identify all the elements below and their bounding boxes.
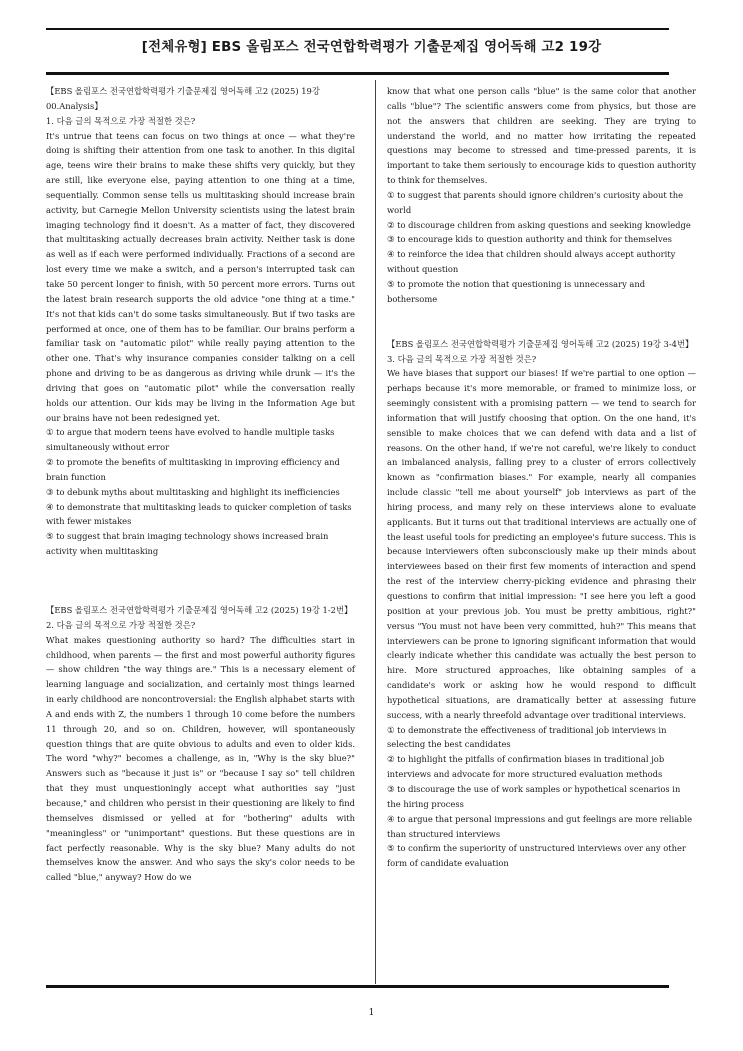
right-column [387, 84, 696, 871]
item-2-choice-1: ① to suggest that parents should ignore children's curiosity about the world [387, 189, 684, 215]
item-1-choice-3: ③ to debunk myths about multitasking and highlight its inefficiencies [46, 486, 340, 497]
item-3-choice-4: ④ to argue that personal impressions and gut feelings are more reliable than structured interviews [387, 813, 693, 839]
item-1-question: 1. 다음 글의 목적으로 가장 적절한 것은? [46, 115, 196, 126]
item-2-question: 2. 다음 글의 목적으로 가장 적절한 것은? [46, 619, 196, 630]
item-1-choice-2: ② to promote the benefits of multitasking in improving efficiency and brain function [46, 457, 340, 482]
item-1-header: 【EBS 올림포스 전국연합학력평가 기출문제집 영어독해 고2 (2025) 19강 00.Analysis】 [46, 86, 320, 111]
item-3-choice-2: ② to highlight the pitfalls of confirmation biases in traditional job interviews and advocate for more structured evaluation methods [387, 754, 665, 780]
item-2-passage-part-2: know that what one person calls "blue" is the same color that another calls "blue"? The scientific answers come from physics, but those are not the answers that children are seeking. They are trying to understand the world, and no matter how irritating the repeated questions may become to stressed and time-pressed parents, it is important to take them seriously to encourage kids to question authority to think for themselves. [387, 86, 696, 186]
item-3-choice-5: ⑤ to confirm the superiority of unstructured interviews over any other form of candidate evaluation [387, 843, 686, 869]
item-3-choice-3: ③ to discourage the use of work samples or hypothetical scenarios in the hiring process [387, 783, 681, 809]
item-3-choice-1: ① to demonstrate the effectiveness of traditional job interviews in selecting the best candidates [387, 724, 667, 750]
footer-rule [46, 985, 669, 988]
item-2-choice-2: ② to discourage children from asking questions and seeking knowledge [387, 219, 691, 230]
item-1-choice-5: ⑤ to suggest that brain imaging technology shows increased brain activity when multitasking [46, 531, 329, 557]
item-1-choice-4: ④ to demonstrate that multitasking leads to quicker completion of tasks with fewer mistakes [46, 501, 352, 527]
left-column [46, 84, 355, 885]
item-2-choice-3: ③ to encourage kids to question authority and think for themselves [387, 234, 672, 245]
item-3-passage: We have biases that support our biases! If we're partial to one option — perhaps because it's more memorable, or framed to minimize loss, or seemingly consistent with a promising pattern — we tend to search for information that will justify choosing that option. On the one hand, it's sensible to make choices that we can defend with data and a list of reasons. On the other hand, if we're not careful, we're likely to conduct an imbalanced analysis, falling prey to a cluster of errors collectively known as "confirmation biases." For example, nearly all companies include classic "tell me about yourself" job interviews as part of the hiring process, and many rely on these interviews alone to evaluate applicants. But it turns out that traditional interviews are actually one of the least useful tools for predicting an employee's future success. This is because interviewers often subconsciously make up their minds about interviewees based on their first few moments of interaction and spend the rest of the interview cherry-picking evidence and phrasing their questions to confirm that initial impression: "I see here you left a good position at your previous job. You must be pretty ambitious, right?" versus "You must not have been very committed, huh?" This means that interviewers can be prone to ignoring significant information that would clearly indicate whether this candidate was actually the best person to hire. More structured approaches, like obtaining samples of a candidate's work or asking how he would respond to difficult hypothetical situations, are dramatically better at assessing future success, with a nearly threefold advantage over traditional interviews. [387, 368, 696, 720]
title-bottom-rule [46, 72, 669, 75]
item-2-header: 【EBS 올림포스 전국연합학력평가 기출문제집 영어독해 고2 (2025) 19강 1-2번】 [46, 605, 353, 615]
page-number: 1 [368, 1008, 375, 1018]
item-3-header: 【EBS 올림포스 전국연합학력평가 기출문제집 영어독해 고2 (2025) 19강 3-4번】 [387, 338, 694, 349]
item-3-question: 3. 다음 글의 목적으로 가장 적절한 것은? [387, 353, 537, 364]
item-2-choice-5: ⑤ to promote the notion that questioning is unnecessary and bothersome [387, 278, 646, 304]
item-1-passage: It's untrue that teens can focus on two things at once — what they're doing is shifting their attention from one task to another. In this digital age, teens wire their brains to make these shifts very quickly, but they are still, like everyone else, paying attention to one thing at a time, sequentially. Common sense tells us multitasking should increase brain activity, but Carnegie Mellon University scientists using the latest brain imaging technology find it doesn't. As a matter of fact, they discovered that multitasking actually decreases brain activity. Neither task is done as well as if each were performed individually. Fractions of a second are lost every time we make a switch, and a person's interrupted task can take 50 percent longer to finish, with 50 percent more errors. Turns out the latest brain research supports the old advice "one thing at a time." It's not that kids can't do some tasks simultaneously. But if two tasks are performed at once, one of them has to be familiar. Our brains perform a familiar task on "automatic pilot" while really paying attention to the other one. That's why insurance companies consider talking on a cell phone and driving to be as dangerous as driving while drunk — it's the driving that goes on "automatic pilot" while the conversation really holds our attention. Our kids may be living in the Information Age but our brains have not been redesigned yet. [46, 130, 355, 423]
column-divider [375, 80, 376, 984]
item-2-choice-4: ④ to reinforce the idea that children should always accept authority without question [387, 249, 676, 275]
page-title: [전체유형] EBS 올림포스 전국연합학력평가 기출문제집 영어독해 고2 19강 [141, 40, 602, 55]
title-top-rule [46, 28, 669, 30]
item-1-choice-1: ① to argue that modern teens have evolved to handle multiple tasks simultaneously without error [46, 427, 335, 453]
item-2-passage-part-1: What makes questioning authority so hard? The difficulties start in childhood, when parents — the first and most powerful authority figures — show children "the way things are." This is a necessary element of learning language and socialization, and certainly most things learned in early childhood are noncontroversial: the English alphabet starts with A and ends with Z, the numbers 1 through 10 come before the numbers 11 through 20, and so on. Children, however, will spontaneously question things that are quite obvious to adults and even to older kids. The word "why?" becomes a challenge, as in, "Why is the sky blue?" Answers such as "because it just is" or "because I say so" tell children that they must unquestioningly accept what authorities say "just because," and children who persist in their questioning are likely to find themselves dismissed or yelled at for "bothering" adults with "meaningless" or "unimportant" questions. But these questions are in fact perfectly reasonable. Why is the sky blue? Many adults do not themselves know the answer. And who says the sky's color needs to be called "blue," anyway? How do we [46, 634, 355, 883]
